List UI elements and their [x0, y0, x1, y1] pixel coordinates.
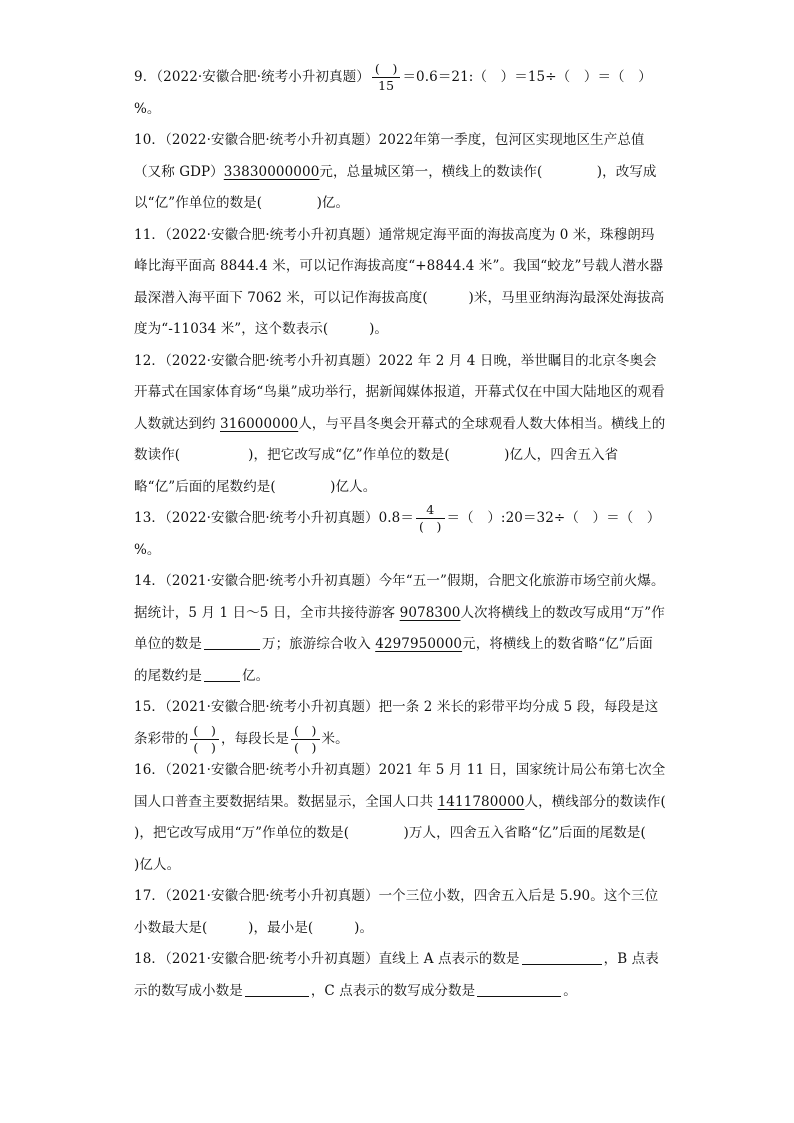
- question-10: [134, 125, 666, 220]
- question-13: [134, 503, 666, 566]
- question-source: （2022·安徽合肥·统考小升初真题）: [156, 69, 370, 85]
- question-text: 亿。: [242, 667, 270, 684]
- question-source: （2021·安徽合肥·统考小升初真题）: [164, 573, 379, 589]
- question-text: 2022 年 2 月 4 日晚，举世瞩目的北京冬奥会开幕式在国家体育场“鸟巢”成功举行，据新闻媒体报道，开幕式仅在中国大陆地区的观看人数就达到约: [134, 352, 665, 432]
- question-text: 米。: [321, 730, 349, 747]
- question-number: 12．: [134, 352, 165, 369]
- answer-blank-line: [204, 667, 240, 682]
- question-text: ＝（ ）:20＝32÷（ ）＝（ ）%。: [134, 510, 661, 558]
- question-text: 人，与平昌冬奥会开幕式的全球观看人数大体相当。横线上的数读作( )，把它改写成“亿”作单位的数是( )亿人，四舍五入省略“亿”后面的尾数约是( )亿人。: [134, 415, 666, 495]
- fraction-denominator: ( ): [193, 739, 216, 755]
- answer-blank-line: [245, 982, 309, 997]
- question-text: 人，横线部分的数读作( )，把它改写成用“万”作单位的数是( )万人，四舍五入省略“亿”后面的尾数是( )亿人。: [134, 793, 721, 873]
- question-number: 18．: [134, 951, 165, 967]
- question-text: 0.8＝: [378, 510, 414, 526]
- answer-blank-line: [522, 950, 602, 965]
- question-11: [134, 220, 666, 346]
- question-number: 15．: [134, 699, 165, 715]
- question-text: 直线上 A 点表示的数是: [378, 951, 520, 967]
- answer-blank-line: [204, 635, 260, 650]
- question-number: 14．: [134, 573, 165, 589]
- fraction-numerator: ( ): [293, 722, 317, 738]
- question-text: 通常规定海平面的海拔高度为 0 米，珠穆朗玛峰比海平面高 8844.4 米，可以记作海拔高度“+8844.4 米”。我国“蛟龙”号载人潜水器最深潜入海平面下 7062 米，可以记作海拔高度( )米，马里亚纳海沟最深处海拔高度为“-11034 米”，这个数表示( )。: [134, 226, 665, 337]
- underlined-number: 9078300: [399, 604, 461, 621]
- question-text: ，每段长是: [220, 730, 289, 747]
- fraction-numerator: ( ): [374, 61, 398, 76]
- fraction-denominator: ( ): [293, 739, 317, 755]
- question-source: （2021·安徽合肥·统考小升初真题）: [164, 888, 379, 904]
- question-text: ，C 点表示的数写成分数是: [310, 982, 476, 999]
- fraction-denominator: ( ): [418, 519, 442, 534]
- underlined-number: 33830000000: [223, 163, 320, 180]
- question-12: [134, 346, 666, 504]
- question-number: 16．: [134, 762, 165, 778]
- fraction-denominator: 15: [378, 78, 395, 93]
- fraction-blank: [416, 503, 445, 534]
- underlined-number: 316000000: [220, 415, 299, 432]
- question-source: （2022·安徽合肥·统考小升初真题）: [164, 132, 379, 148]
- question-text: 把一条 2 米长的彩带平均分成 5 段，每段是这条彩带的: [134, 699, 659, 747]
- question-text: 今年“五一”假期，合肥文化旅游市场空前火爆。据统计，5 月 1 日～5 日，全市共接待游客: [134, 573, 665, 621]
- question-18: [134, 944, 666, 1007]
- question-text: 2021 年 5 月 11 日，国家统计局公布第七次全国人口普查主要数据结果。数据显示，全国人口共: [134, 762, 666, 810]
- fraction-blank: [291, 724, 320, 755]
- question-text: 2022年第一季度，包河区实现地区生产总值（又称 GDP）: [134, 132, 645, 180]
- question-text: ，B 点表示的数写成小数是: [134, 951, 659, 999]
- question-text: 万；旅游综合收入: [262, 636, 376, 652]
- fraction-numerator: 4: [426, 502, 435, 517]
- question-text: 元，将横线上的数省略“亿”后面的尾数约是: [134, 636, 653, 684]
- question-source: （2022·安徽合肥·统考小升初真题）: [164, 352, 379, 369]
- question-text: ＝0.6＝21:（ ）＝15÷（ ）＝（ ）%。: [134, 69, 652, 117]
- question-text: 。: [563, 982, 577, 999]
- question-14: [134, 566, 666, 692]
- question-number: 9．: [134, 69, 157, 85]
- question-17: [134, 881, 666, 944]
- question-source: （2022·安徽合肥·统考小升初真题）: [164, 510, 379, 526]
- question-source: （2021·安徽合肥·统考小升初真题）: [164, 699, 379, 715]
- question-15: [134, 692, 666, 755]
- question-text: 一个三位小数，四舍五入后是 5.90。这个三位小数最大是( )，最小是( )。: [134, 888, 659, 936]
- question-text: 人次将横线上的数改写成用“万”作单位的数是: [134, 604, 665, 652]
- fraction-blank: [190, 724, 219, 755]
- question-text: 元，总量城区第一，横线上的数读作( )，改写成以“亿”作单位的数是( )亿。: [134, 163, 657, 211]
- question-number: 11．: [134, 226, 165, 243]
- underlined-number: 4297950000: [375, 636, 463, 652]
- question-source: （2022·安徽合肥·统考小升初真题）: [164, 226, 379, 243]
- question-number: 13．: [134, 510, 165, 526]
- question-number: 10．: [134, 132, 165, 148]
- answer-blank-line: [477, 982, 561, 997]
- question-source: （2021·安徽合肥·统考小升初真题）: [164, 951, 379, 967]
- question-source: （2021·安徽合肥·统考小升初真题）: [164, 762, 379, 778]
- fraction-blank: [372, 62, 401, 93]
- question-9: [134, 62, 666, 125]
- question-number: 17．: [134, 888, 165, 904]
- question-16: [134, 755, 721, 881]
- underlined-number: 1411780000: [437, 793, 525, 810]
- fraction-numerator: ( ): [193, 722, 216, 738]
